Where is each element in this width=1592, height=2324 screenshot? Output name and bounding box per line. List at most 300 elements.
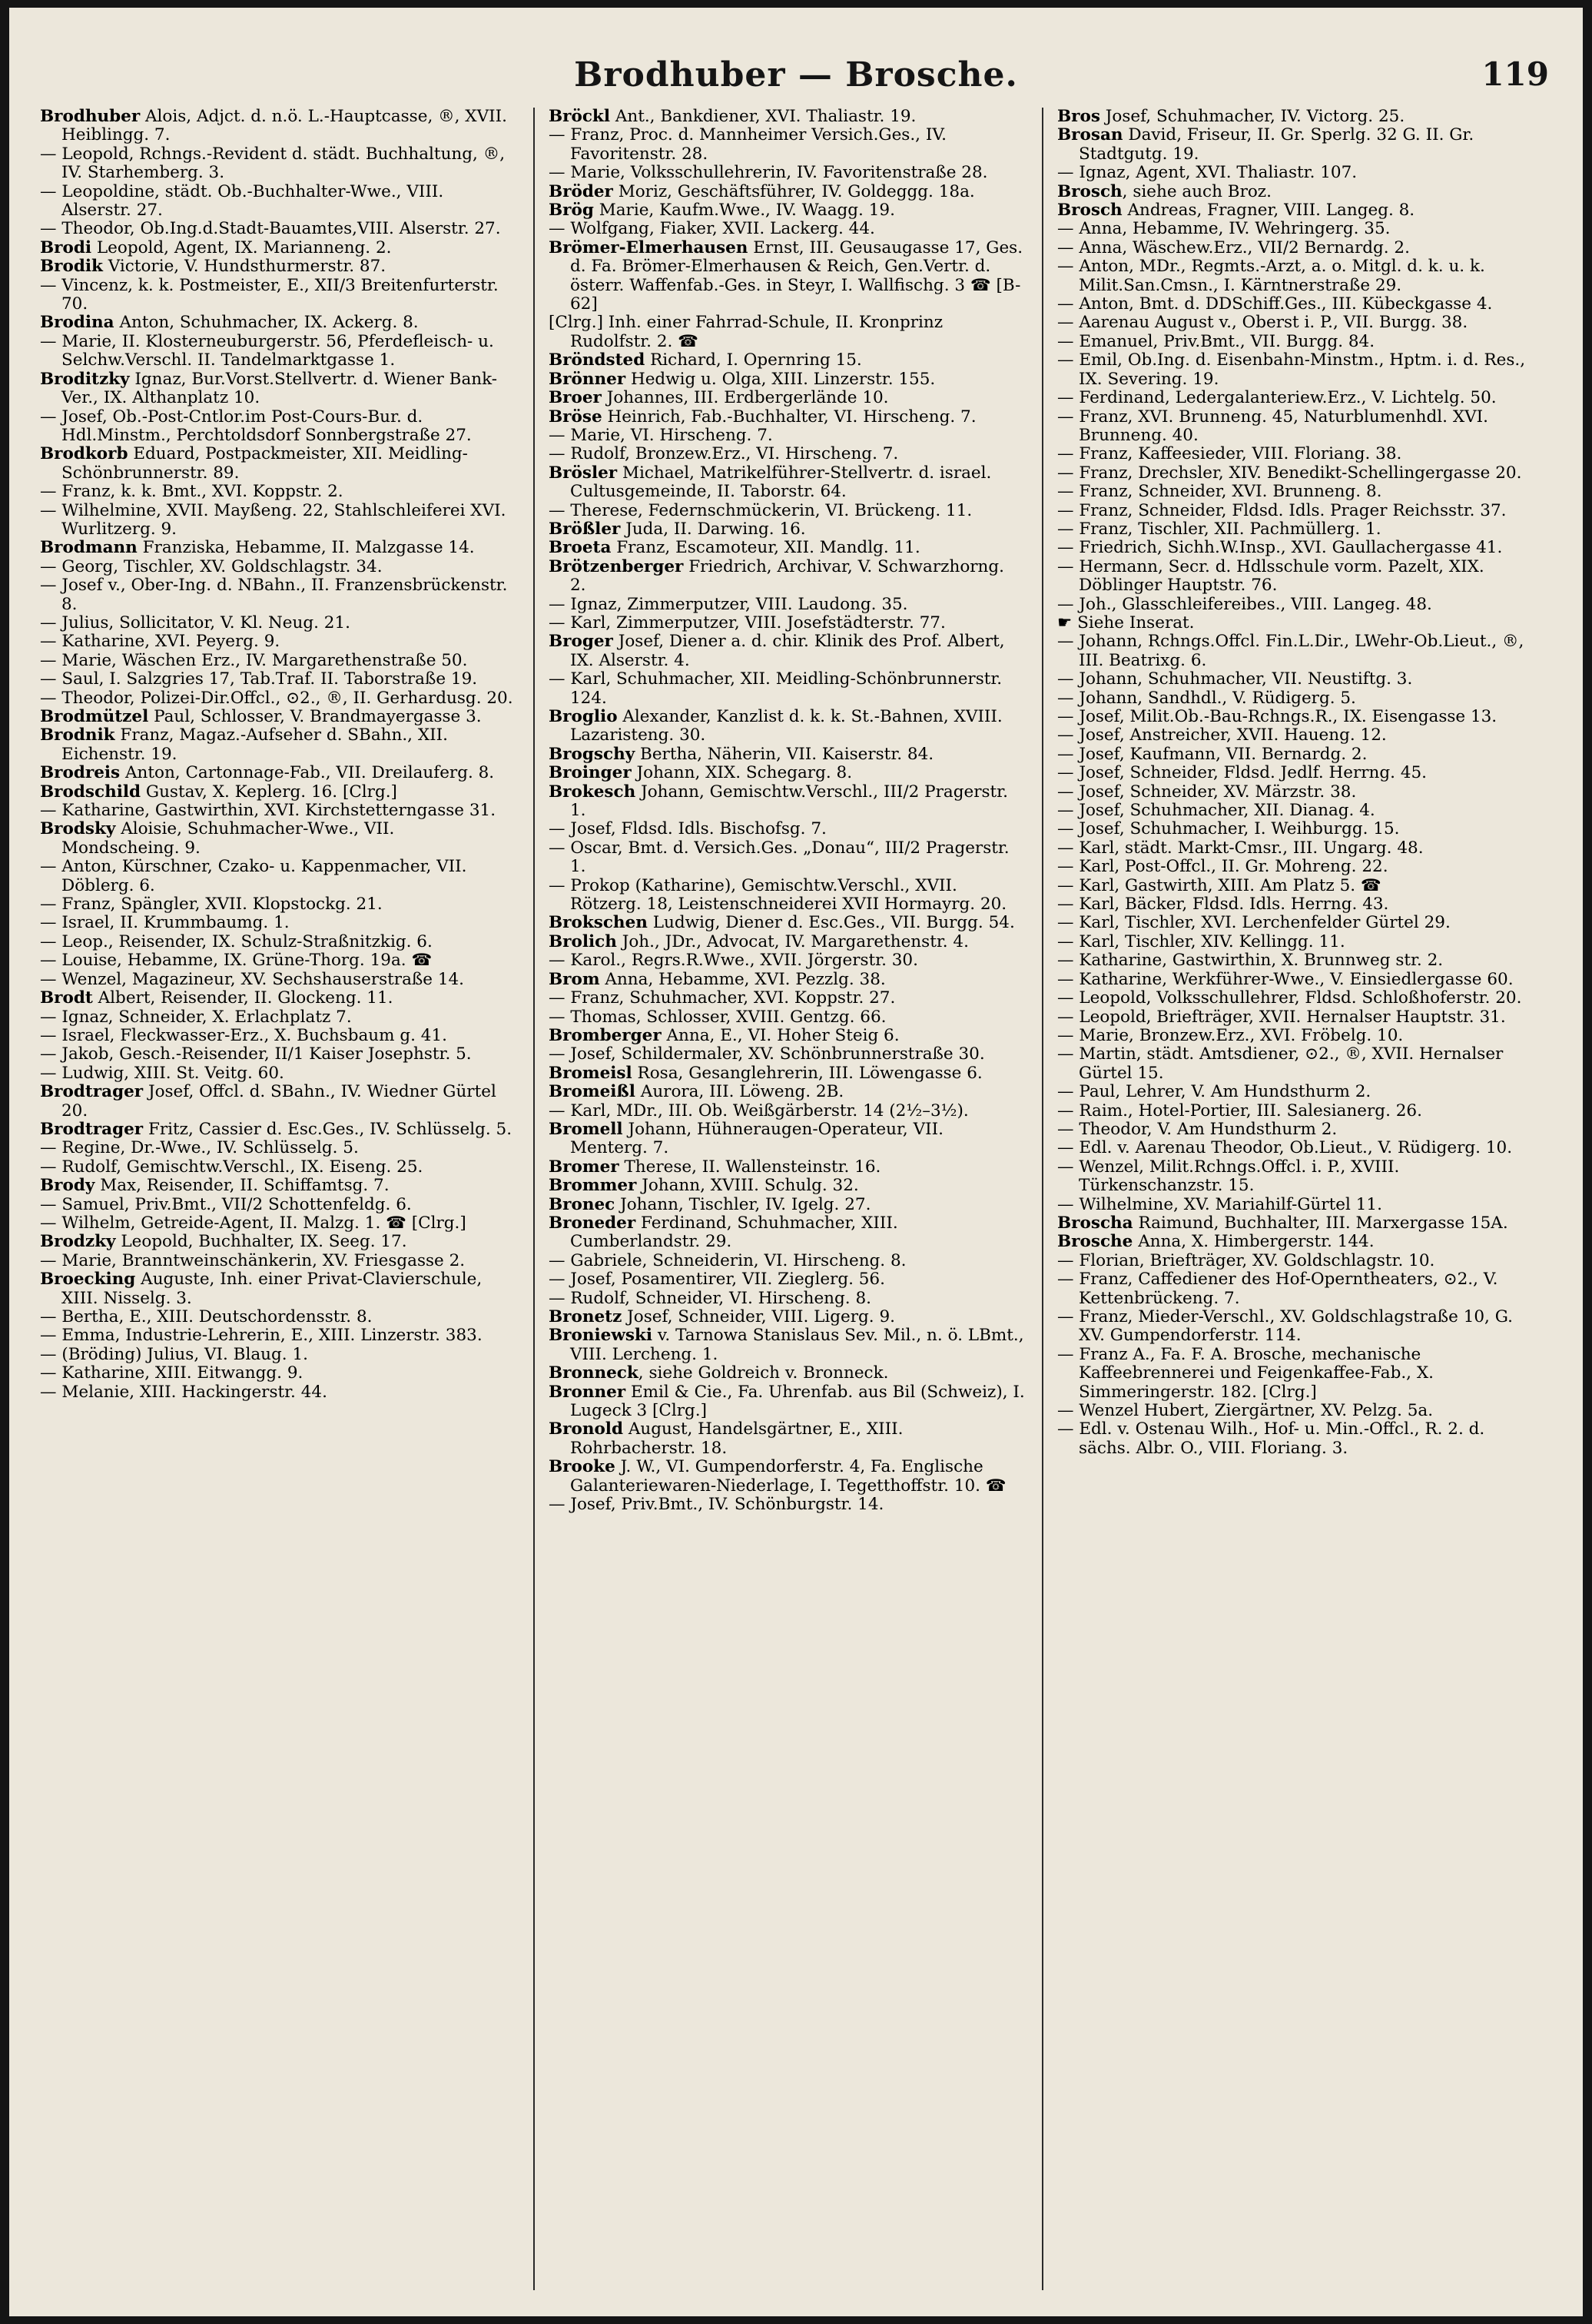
directory-entry: [549, 164, 1025, 182]
entry-details: Marie, Kaufm.Wwe., IV. Waagg. 19.: [593, 201, 895, 221]
directory-entry: [549, 183, 1025, 201]
entry-details: — Florian, Briefträger, XV. Goldschlagstr. 10.: [1057, 1250, 1435, 1270]
entry-details: — Johann, Sandhdl., V. Rüdigerg. 5.: [1057, 688, 1356, 708]
directory-entry: [40, 1008, 516, 1027]
entry-surname: Brommer: [549, 1176, 637, 1196]
entry-surname: Brodi: [40, 237, 92, 257]
entry-details: — Franz, Spängler, XVII. Klopstockg. 21.: [40, 895, 383, 915]
directory-entry: [549, 1364, 1025, 1383]
directory-entry: [40, 502, 516, 540]
directory-entry: [40, 183, 516, 221]
directory-entry: [549, 764, 1025, 782]
directory-entry: [549, 1252, 1025, 1270]
entry-details: — Anna, Wäschew.Erz., VII/2 Bernardg. 2.: [1057, 237, 1410, 257]
entry-details: — Vincenz, k. k. Postmeister, E., XII/3 Breitenfurterstr. 70.: [40, 275, 499, 314]
directory-entry: [549, 1045, 1025, 1064]
directory-entry: [40, 1214, 516, 1233]
directory-entry: [549, 632, 1025, 670]
entry-details: — Oscar, Bmt. d. Versich.Ges. „Donau“, III/2 Pragerstr. 1.: [549, 838, 1010, 877]
entry-details: — Josef, Schuhmacher, I. Weihburgg. 15.: [1057, 819, 1400, 839]
entry-details: — Wilhelmine, XV. Mariahilf-Gürtel 11.: [1057, 1194, 1382, 1214]
entry-details: August, Handelsgärtner, E., XIII. Rohrbacherstr. 18.: [570, 1419, 904, 1458]
directory-entry: [40, 370, 516, 408]
directory-entry: [1057, 1139, 1534, 1157]
entry-details: Friedrich, Archivar, V. Schwarzhorng. 2.: [570, 556, 1004, 596]
directory-entry: [40, 670, 516, 689]
entry-surname: Bros: [1057, 108, 1100, 126]
entry-surname: Brodtrager: [40, 1082, 144, 1102]
entry-surname: Bronetz: [549, 1307, 622, 1326]
directory-entry: [1057, 895, 1534, 914]
directory-entry: [549, 1383, 1025, 1421]
entry-surname: Brömer-Elmerhausen: [549, 237, 748, 257]
entry-details: — Franz, Mieder-Verschl., XV. Goldschlagstraße 10, G. XV. Gumpendorferstr. 114.: [1057, 1307, 1513, 1346]
entry-surname: Brösler: [549, 463, 618, 483]
entry-details: Anna, Hebamme, XVI. Pezzlg. 38.: [599, 969, 886, 989]
directory-entry: [549, 989, 1025, 1008]
entry-details: David, Friseur, II. Gr. Sperlg. 32 G. II. Gr. Stadtgutg. 19.: [1079, 125, 1474, 164]
directory-entry: [1057, 126, 1534, 164]
directory-entry: [549, 745, 1025, 764]
entry-details: — Katharine, Gastwirthin, X. Brunnweg str. 2.: [1057, 951, 1444, 971]
entry-details: — Katharine, XVI. Peyerg. 9.: [40, 632, 280, 652]
entry-details: — Edl. v. Ostenau Wilh., Hof- u. Min.-Offcl., R. 2. d. sächs. Albr. O., VIII. Floriang. 3.: [1057, 1419, 1485, 1458]
entry-surname: Brodschild: [40, 782, 141, 802]
entry-surname: Brosche: [1057, 1232, 1133, 1252]
directory-entry: [40, 933, 516, 951]
entry-details: — Israel, II. Krummbaumg. 1.: [40, 913, 290, 933]
entry-surname: Bröder: [549, 181, 613, 201]
directory-entry: [1057, 933, 1534, 951]
directory-entry: [1057, 314, 1534, 332]
entry-details: ☛ Siehe Inserat.: [1057, 613, 1195, 632]
directory-entry: [1057, 1252, 1534, 1270]
directory-entry: [40, 652, 516, 670]
entry-surname: Broneder: [549, 1213, 636, 1233]
directory-entry: [1057, 445, 1534, 463]
entry-details: — Anton, MDr., Regmts.-Arzt, a. o. Mitgl. d. k. u. k. Milit.San.Cmsn., I. Kärntnerstraße 29.: [1057, 257, 1485, 295]
directory-entry: [1057, 408, 1534, 446]
entry-details: — (Bröding) Julius, VI. Blaug. 1.: [40, 1344, 308, 1364]
directory-entry: [549, 502, 1025, 520]
entry-details: Ernst, III. Geusaugasse 17, Ges. d. Fa. Brömer-Elmerhausen & Reich, Gen.Vertr. d. österr. Waffenfab.-Ges. in Steyr, I. Wallfischg. 3 ☎ [B-62]: [570, 237, 1023, 314]
directory-entry: [40, 895, 516, 914]
entry-details: — Thomas, Schlosser, XVIII. Gentzg. 66.: [549, 1007, 887, 1027]
directory-entry: [40, 1027, 516, 1045]
entry-details: — Katharine, XIII. Eitwangg. 9.: [40, 1363, 303, 1383]
directory-entry: [549, 1083, 1025, 1101]
entry-details: — Karl, städt. Markt-Cmsr., III. Ungarg. 48.: [1057, 838, 1424, 858]
directory-entry: [40, 914, 516, 932]
directory-entry: [1057, 764, 1534, 782]
directory-entry: [1057, 1346, 1534, 1402]
directory-entry: [1057, 745, 1534, 764]
entry-details: [Clrg.] Inh. einer Fahrrad-Schule, II. Kronprinz Rudolfstr. 2. ☎: [549, 313, 944, 351]
entry-details: — Franz, XVI. Brunneng. 45, Naturblumenhdl. XVI. Brunneng. 40.: [1057, 407, 1488, 445]
directory-entry: [549, 1177, 1025, 1195]
entry-details: Albert, Reisender, II. Glockeng. 11.: [92, 988, 393, 1008]
directory-entry: [549, 783, 1025, 821]
directory-entry: [1057, 239, 1534, 257]
directory-entry: [1057, 858, 1534, 876]
directory-entry: [40, 239, 516, 257]
directory-entry: [549, 108, 1025, 126]
directory-entry: [549, 708, 1025, 745]
entry-surname: Brodhuber: [40, 108, 141, 126]
entry-details: — Emma, Industrie-Lehrerin, E., XIII. Linzerstr. 383.: [40, 1326, 483, 1346]
directory-entry: [40, 1308, 516, 1326]
entry-details: — Franz, k. k. Bmt., XVI. Koppstr. 2.: [40, 482, 343, 502]
entry-surname: Broglio: [549, 707, 618, 726]
entry-surname: Brötzenberger: [549, 556, 684, 576]
directory-entry: [40, 971, 516, 989]
entry-details: — Franz, Schneider, XVI. Brunneng. 8.: [1057, 482, 1382, 502]
entry-surname: Brodik: [40, 257, 103, 277]
entry-surname: Brosan: [1057, 125, 1123, 145]
entry-details: Michael, Matrikelführer-Stellvertr. d. israel. Cultusgemeinde, II. Taborstr. 64.: [570, 463, 992, 502]
entry-surname: Brodreis: [40, 763, 121, 783]
directory-entry: [40, 1158, 516, 1177]
directory-entry: [1057, 1214, 1534, 1233]
entry-details: — Wolfgang, Fiaker, XVII. Lackerg. 44.: [549, 219, 875, 239]
entry-surname: Bromeisl: [549, 1063, 632, 1083]
entry-details: Anna, E., VI. Hoher Steig 6.: [661, 1025, 900, 1045]
entry-details: Franz, Magaz.-Aufseher d. SBahn., XII. Eichenstr. 19.: [61, 725, 448, 764]
entry-details: — Theodor, V. Am Hundsthurm 2.: [1057, 1119, 1338, 1139]
entry-details: — Regine, Dr.-Wwe., IV. Schlüsselg. 5.: [40, 1138, 359, 1158]
entry-details: — Josef, Kaufmann, VII. Bernardg. 2.: [1057, 744, 1368, 764]
directory-entry: [40, 1383, 516, 1402]
entry-details: — Franz, Schuhmacher, XVI. Koppstr. 27.: [549, 988, 896, 1008]
directory-entry: [40, 576, 516, 614]
entry-details: Andreas, Fragner, VIII. Langeg. 8.: [1122, 201, 1415, 221]
entry-surname: Brodt: [40, 988, 93, 1008]
entry-details: Anton, Schuhmacher, IX. Ackerg. 8.: [114, 313, 419, 333]
entry-details: Johann, Gemischtw.Verschl., III/2 Pragerstr. 1.: [570, 782, 1008, 821]
entry-details: — Samuel, Priv.Bmt., VII/2 Schottenfeldg. 6.: [40, 1194, 412, 1214]
entry-surname: Broer: [549, 388, 602, 408]
directory-entry: [549, 614, 1025, 632]
directory-entry: [549, 370, 1025, 389]
directory-entry: [1057, 183, 1534, 201]
entry-details: — Ignaz, Agent, XVI. Thaliastr. 107.: [1057, 163, 1358, 183]
entry-details: Aloisie, Schuhmacher-Wwe., VII. Mondscheing. 9.: [61, 819, 395, 858]
directory-entry: [549, 1270, 1025, 1289]
directory-entry: [549, 933, 1025, 951]
directory-entry: [40, 445, 516, 483]
directory-entry: [1057, 951, 1534, 970]
entry-surname: Brolich: [549, 931, 617, 951]
directory-entry: [40, 708, 516, 726]
entry-surname: Brooke: [549, 1457, 615, 1477]
entry-details: Therese, II. Wallensteinstr. 16.: [619, 1157, 881, 1177]
directory-entry: [1057, 914, 1534, 932]
entry-details: — Israel, Fleckwasser-Erz., X. Buchsbaum g. 41.: [40, 1025, 447, 1045]
entry-details: J. W., VI. Gumpendorferstr. 4, Fa. Englische Galanteriewaren-Niederlage, I. Tegetthoffstr. 10. ☎: [570, 1457, 1007, 1496]
entry-details: Josef, Diener a. d. chir. Klinik des Prof. Albert, IX. Alserstr. 4.: [570, 632, 1005, 670]
directory-entry: [1057, 971, 1534, 989]
entry-details: — Rudolf, Bronzew.Erz., VI. Hirscheng. 7.: [549, 444, 899, 464]
directory-entry: [549, 1420, 1025, 1458]
entry-surname: Brößler: [549, 519, 621, 539]
directory-columns: [40, 108, 1534, 2290]
entry-surname: Bromell: [549, 1119, 623, 1139]
entry-details: Richard, I. Opernring 15.: [645, 350, 862, 370]
entry-details: Josef, Offcl. d. SBahn., IV. Wiedner Gürtel 20.: [61, 1082, 496, 1120]
entry-details: Joh., JDr., Advocat, IV. Margarethenstr. 4.: [616, 931, 969, 951]
entry-details: — Karl, Post-Offcl., II. Gr. Mohreng. 22.: [1057, 857, 1388, 877]
entry-details: — Franz A., Fa. F. A. Brosche, mechanische Kaffeebrennerei und Feigenkaffee-Fab., X. Simmeringerstr. 182. [Clrg.]: [1057, 1344, 1434, 1402]
directory-entry: [1057, 839, 1534, 858]
directory-entry: [40, 1233, 516, 1251]
directory-entry: [1057, 1083, 1534, 1101]
entry-surname: Brodina: [40, 313, 114, 333]
entry-details: — Josef, Schuhmacher, XII. Dianag. 4.: [1057, 801, 1375, 821]
entry-surname: Bromeißl: [549, 1082, 635, 1102]
directory-entry: [549, 445, 1025, 463]
entry-surname: Bronner: [549, 1382, 626, 1402]
directory-entry: [1057, 520, 1534, 539]
entry-details: — Franz, Drechsler, XIV. Benedikt-Schellingergasse 20.: [1057, 463, 1522, 483]
entry-details: Emil & Cie., Fa. Uhrenfab. aus Bil (Schweiz), I. Lugeck 3 [Clrg.]: [570, 1382, 1025, 1421]
entry-details: Bertha, Näherin, VII. Kaiserstr. 84.: [635, 744, 934, 764]
directory-entry: [549, 951, 1025, 970]
entry-details: — Marie, Wäschen Erz., IV. Margarethenstraße 50.: [40, 650, 468, 670]
directory-entry: [549, 1102, 1025, 1120]
entry-details: Leopold, Agent, IX. Marianneng. 2.: [91, 237, 392, 257]
directory-entry: [549, 558, 1025, 596]
entry-details: Johannes, III. Erdbergerlände 10.: [601, 388, 889, 408]
entry-details: — Julius, Sollicitator, V. Kl. Neug. 21.: [40, 613, 350, 632]
entry-details: — Leopold, Rchngs.-Revident d. städt. Buchhaltung, ®, IV. Starhemberg. 3.: [40, 144, 506, 183]
directory-entry: [1057, 351, 1534, 389]
page-number: 119: [1481, 55, 1549, 93]
entry-details: — Wilhelmine, XVII. Mayßeng. 22, Stahlschleiferei XVI. Wurlitzerg. 9.: [40, 500, 506, 539]
entry-details: — Leopold, Briefträger, XVII. Hernalser Hauptstr. 31.: [1057, 1007, 1506, 1027]
entry-surname: Brodsky: [40, 819, 116, 839]
entry-details: — Prokop (Katharine), Gemischtw.Verschl., XVII. Rötzerg. 18, Leistenschneiderei XVII Hormayrg. 20.: [549, 875, 1007, 915]
entry-details: Johann, XIX. Schegarg. 8.: [631, 763, 853, 783]
entry-surname: Brodkorb: [40, 444, 128, 464]
directory-entry: [549, 351, 1025, 370]
directory-entry: [549, 520, 1025, 539]
entry-surname: Bromer: [549, 1157, 619, 1177]
entry-details: — Martin, städt. Amtsdiener, ⊙2., ®, XVII. Hernalser Gürtel 15.: [1057, 1044, 1504, 1083]
directory-entry: [1057, 483, 1534, 501]
directory-entry: [40, 220, 516, 238]
directory-entry: [1057, 1308, 1534, 1346]
entry-details: , siehe auch Broz.: [1122, 181, 1272, 201]
entry-surname: Broecking: [40, 1270, 136, 1290]
entry-surname: Broinger: [549, 763, 632, 783]
entry-details: — Wenzel, Magazineur, XV. Sechshauserstraße 14.: [40, 969, 465, 989]
directory-entry: [1057, 708, 1534, 726]
entry-details: — Josef v., Ober-Ing. d. NBahn., II. Franzensbrückenstr. 8.: [40, 576, 508, 614]
directory-entry: [40, 408, 516, 446]
directory-entry: [40, 558, 516, 576]
column-right: [1057, 108, 1534, 2290]
entry-details: Heinrich, Fab.-Buchhalter, VI. Hirscheng. 7.: [602, 407, 977, 427]
entry-details: — Karl, Tischler, XIV. Kellingg. 11.: [1057, 931, 1345, 951]
entry-details: Eduard, Postpackmeister, XII. Meidling-Schönbrunnerstr. 89.: [61, 444, 468, 483]
directory-entry: [40, 145, 516, 183]
entry-details: — Karl, MDr., III. Ob. Weißgärberstr. 14 (2½–3½).: [549, 1101, 969, 1120]
directory-entry: [40, 858, 516, 895]
directory-entry: [1057, 877, 1534, 895]
entry-details: — Friedrich, Sichh.W.Insp., XVI. Gaullachergasse 41.: [1057, 538, 1503, 558]
entry-details: Fritz, Cassier d. Esc.Ges., IV. Schlüsselg. 5.: [143, 1119, 512, 1139]
directory-entry: [549, 839, 1025, 877]
directory-entry: [40, 764, 516, 782]
directory-entry: [549, 201, 1025, 220]
entry-details: — Rudolf, Schneider, VI. Hirscheng. 8.: [549, 1288, 871, 1308]
directory-entry: [549, 126, 1025, 164]
entry-details: — Hermann, Secr. d. Hdlsschule vorm. Pazelt, XIX. Döblinger Hauptstr. 76.: [1057, 556, 1484, 596]
directory-entry: [549, 1158, 1025, 1177]
directory-entry: [1057, 1045, 1534, 1083]
entry-details: — Leopoldine, städt. Ob.-Buchhalter-Wwe., VIII. Alserstr. 27.: [40, 181, 444, 221]
entry-surname: Brom: [549, 969, 600, 989]
directory-entry: [40, 1083, 516, 1120]
entry-details: Gustav, X. Keplerg. 16. [Clrg.]: [141, 782, 397, 802]
directory-entry: [1057, 783, 1534, 802]
entry-details: Ludwig, Diener d. Esc.Ges., VII. Burgg. 54.: [647, 913, 1015, 933]
directory-entry: [549, 1308, 1025, 1326]
entry-details: — Franz, Tischler, XII. Pachmüllerg. 1.: [1057, 519, 1381, 539]
directory-entry: [1057, 1027, 1534, 1045]
directory-entry: [1057, 614, 1534, 632]
entry-details: — Franz, Caffediener des Hof-Operntheaters, ⊙2., V. Kettenbrückeng. 7.: [1057, 1270, 1498, 1308]
entry-surname: Brodzky: [40, 1232, 116, 1252]
directory-entry: [549, 670, 1025, 708]
directory-entry: [549, 314, 1025, 351]
entry-details: Ant., Bankdiener, XVI. Thaliastr. 19.: [610, 108, 917, 126]
directory-entry: [1057, 220, 1534, 238]
directory-entry: [40, 333, 516, 370]
directory-entry: [1057, 1270, 1534, 1308]
entry-surname: Bröndsted: [549, 350, 645, 370]
entry-details: — Ferdinand, Ledergalanteriew.Erz., V. Lichtelg. 50.: [1057, 388, 1497, 408]
entry-surname: Bronold: [549, 1419, 624, 1439]
entry-details: — Anton, Kürschner, Czako- u. Kappenmacher, VII. Döblerg. 6.: [40, 857, 467, 895]
entry-details: — Louise, Hebamme, IX. Grüne-Thorg. 19a. ☎: [40, 951, 433, 971]
entry-details: Paul, Schlosser, V. Brandmayergasse 3.: [148, 707, 482, 726]
directory-entry: [549, 1326, 1025, 1364]
entry-details: — Karl, Bäcker, Fldsd. Idls. Herrng. 43.: [1057, 895, 1389, 915]
entry-details: — Georg, Tischler, XV. Goldschlagstr. 34.: [40, 556, 383, 576]
entry-surname: Broditzky: [40, 369, 130, 389]
entry-details: — Franz, Proc. d. Mannheimer Versich.Ges., IV. Favoritenstr. 28.: [549, 125, 947, 164]
directory-entry: [40, 1196, 516, 1214]
entry-details: — Aarenau August v., Oberst i. P., VII. Burgg. 38.: [1057, 313, 1468, 333]
directory-entry: [40, 257, 516, 276]
entry-details: Juda, II. Darwing. 16.: [620, 519, 806, 539]
directory-entry: [1057, 596, 1534, 614]
directory-entry: [40, 614, 516, 632]
directory-entry: [549, 1496, 1025, 1514]
directory-entry: [1057, 689, 1534, 708]
directory-entry: [1057, 108, 1534, 126]
directory-entry: [40, 726, 516, 764]
page-header: [9, 55, 1583, 101]
directory-entry: [40, 1120, 516, 1139]
directory-entry: [549, 239, 1025, 314]
entry-details: Josef, Schuhmacher, IV. Victorg. 25.: [1099, 108, 1405, 126]
directory-entry: [549, 1027, 1025, 1045]
entry-details: — Marie, Bronzew.Erz., XVI. Fröbelg. 10.: [1057, 1025, 1404, 1045]
directory-entry: [1057, 1102, 1534, 1120]
entry-details: Josef, Schneider, VIII. Ligerg. 9.: [622, 1307, 895, 1326]
directory-entry: [549, 877, 1025, 915]
entry-details: — Josef, Milit.Ob.-Bau-Rchngs.R., IX. Eisengasse 13.: [1057, 707, 1497, 726]
entry-surname: Broger: [549, 632, 613, 652]
entry-details: — Karl, Zimmerputzer, VIII. Josefstädterstr. 77.: [549, 613, 946, 632]
entry-details: Raimund, Buchhalter, III. Marxergasse 15A.: [1133, 1213, 1508, 1233]
entry-surname: Broscha: [1057, 1213, 1133, 1233]
entry-surname: Brodmann: [40, 538, 138, 558]
directory-entry: [40, 989, 516, 1008]
directory-entry: [40, 1252, 516, 1270]
entry-details: — Marie, Volksschullehrerin, IV. Favoritenstraße 28.: [549, 163, 988, 183]
directory-entry: [40, 483, 516, 501]
entry-details: — Therese, Federnschmückerin, VI. Brückeng. 11.: [549, 500, 973, 520]
entry-surname: Brokesch: [549, 782, 636, 802]
directory-entry: [549, 408, 1025, 427]
entry-details: Victorie, V. Hundsthurmerstr. 87.: [102, 257, 386, 277]
directory-entry: [40, 539, 516, 557]
directory-entry: [1057, 558, 1534, 596]
directory-entry: [1057, 1158, 1534, 1196]
entry-details: — Josef, Schneider, XV. Märzstr. 38.: [1057, 782, 1357, 802]
entry-details: — Theodor, Polizei-Dir.Offcl., ⊙2., ®, II. Gerhardusg. 20.: [40, 688, 513, 708]
entry-surname: Brönner: [549, 369, 626, 389]
entry-details: — Theodor, Ob.Ing.d.Stadt-Bauamtes,VIII. Alserstr. 27.: [40, 219, 501, 239]
entry-details: Moriz, Geschäftsführer, IV. Goldeggg. 18a.: [612, 181, 975, 201]
column-middle: [549, 108, 1025, 2290]
directory-entry: [1057, 989, 1534, 1008]
entry-details: Ferdinand, Schuhmacher, XIII. Cumberlandstr. 29.: [570, 1213, 898, 1252]
entry-surname: Brody: [40, 1176, 95, 1196]
directory-entry: [40, 1270, 516, 1308]
entry-details: — Wilhelm, Getreide-Agent, II. Malzg. 1. ☎ [Clrg.]: [40, 1213, 466, 1233]
entry-details: Aurora, III. Löweng. 2B.: [635, 1082, 844, 1102]
entry-details: Johann, XVIII. Schulg. 32.: [636, 1176, 859, 1196]
entry-details: — Ignaz, Schneider, X. Erlachplatz 7.: [40, 1007, 352, 1027]
directory-entry: [549, 389, 1025, 407]
entry-details: — Katharine, Gastwirthin, XVI. Kirchstetterngasse 31.: [40, 801, 496, 821]
directory-entry: [40, 689, 516, 708]
entry-details: — Emanuel, Priv.Bmt., VII. Burgg. 84.: [1057, 331, 1375, 351]
entry-details: — Josef, Anstreicher, XVII. Haueng. 12.: [1057, 725, 1387, 745]
entry-details: — Gabriele, Schneiderin, VI. Hirscheng. 8.: [549, 1250, 907, 1270]
entry-details: — Jakob, Gesch.-Reisender, II/1 Kaiser Josephstr. 5.: [40, 1044, 472, 1064]
entry-details: — Emil, Ob.Ing. d. Eisenbahn-Minstm., Hptm. i. d. Res., IX. Severing. 19.: [1057, 350, 1526, 389]
entry-details: Leopold, Buchhalter, IX. Seeg. 17.: [115, 1232, 407, 1252]
directory-entry: [40, 783, 516, 802]
entry-surname: Brogschy: [549, 744, 635, 764]
entry-details: — Raim., Hotel-Portier, III. Salesianerg. 26.: [1057, 1101, 1422, 1120]
directory-entry: [1057, 726, 1534, 745]
directory-entry: [1057, 1008, 1534, 1027]
entry-details: — Melanie, XIII. Hackingerstr. 44.: [40, 1382, 327, 1402]
directory-entry: [549, 596, 1025, 614]
entry-details: Auguste, Inh. einer Privat-Clavierschule, XIII. Nisselg. 3.: [61, 1270, 483, 1308]
entry-details: — Karl, Tischler, XVI. Lerchenfelder Gürtel 29.: [1057, 913, 1451, 933]
entry-details: — Josef, Fldsd. Idls. Bischofsg. 7.: [549, 819, 827, 839]
directory-entry: [549, 820, 1025, 838]
directory-entry: [549, 1290, 1025, 1308]
entry-surname: Bröckl: [549, 108, 610, 126]
